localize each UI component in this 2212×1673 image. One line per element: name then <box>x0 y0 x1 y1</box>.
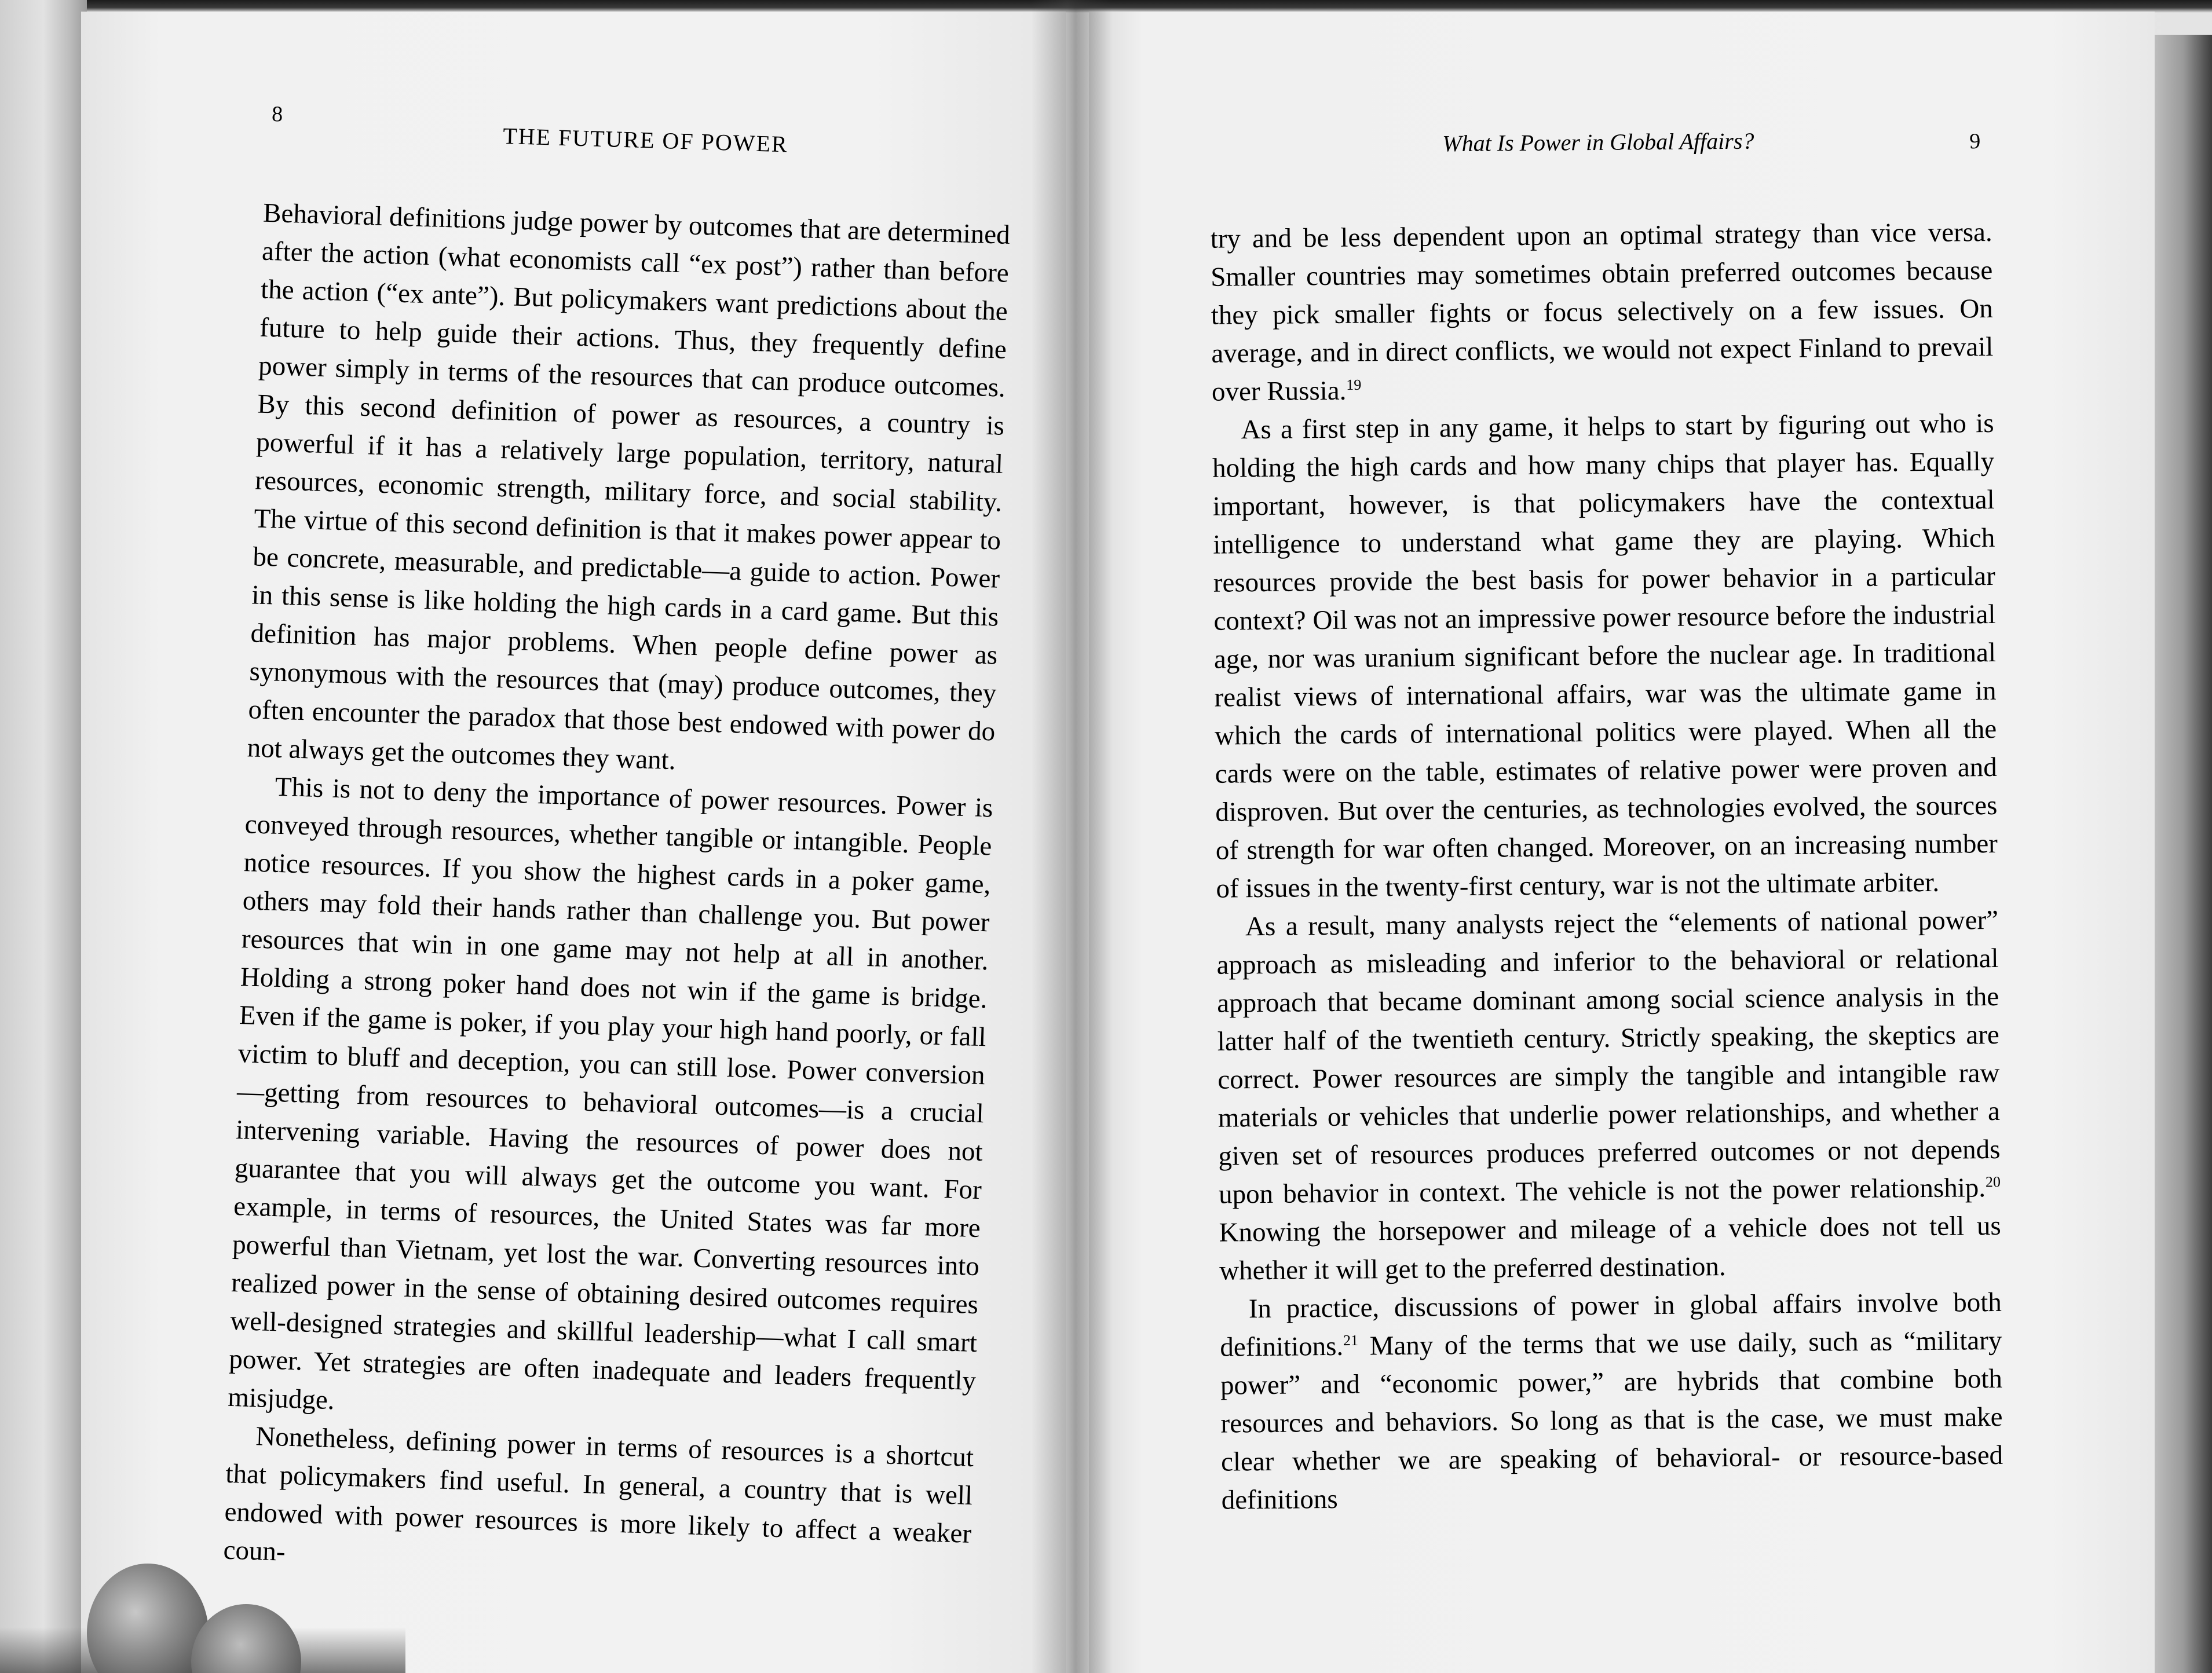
book-gutter <box>1031 0 1112 1673</box>
footnote-ref-20: 20 <box>1985 1173 2001 1191</box>
paragraph <box>1216 901 2002 1290</box>
paragraph-text: Knowing the horsepower and mileage of a vehicle does not tell us whether it will get to the preferred destination. <box>1219 1210 2001 1286</box>
paragraph-text: In practice, discussions of power in global affairs involve both definitions. <box>1220 1287 2002 1363</box>
page-number-left: 8 <box>271 102 283 127</box>
paragraph: Nonetheless, defining power in terms of resources is a shortcut that policymakers find useful. In general, a country that is well endowed with power resources is more likely to affect a weaker coun- <box>222 1421 974 1567</box>
paragraph: This is not to deny the importance of power resources. Power is conveyed through resources, whether tangible or intangible. People notice resources. If you show the highest cards in a poker game, others may fold their hands rather than challenge you. But power resources that win in one game may not help at all in another. Holding a strong poker hand does not win if the game is bridge. Even if the game is poker, if you play your high hand poorly, or fall victim to bluff and deception, you can still lose. Power conversion—getting from resources to behavioral outcomes—is a crucial intervening variable. Having the resources of power does not guarantee that you will always get the outcome you want. For example, in terms of resources, the United States was far more powerful than Vietnam, yet lost the war. Converting resources into realized power in the sense of obtaining desired outcomes requires well-designed strategies and skillful leadership—what I call smart power. Yet strategies are often inadequate and leaders frequently misjudge. <box>227 771 994 1416</box>
page-number-right: 9 <box>1969 129 1981 154</box>
paragraph <box>1220 1283 2003 1520</box>
right-page-stack <box>2155 35 2212 1673</box>
paragraph: As a first step in any game, it helps to start by figuring out who is holding the high cards and how many chips that player has. Equally important, however, is that policymakers have the contextual intelligence to understand what game they are playing. Which resources provide the best basis for power behavior in a particular context? Oil was not an impressive power resource before the industrial age, nor was uranium significant before the nuclear age. In traditional realist views of international affairs, war was the ultimate game in which the cards of international politics were played. When all the cards were on the table, estimates of relative power were proven and disproven. But over the centuries, as technologies evolved, the sources of strength for war often changed. Moreover, on an increasing number of issues in the twenty-first century, war is not the ultimate arbiter. <box>1212 408 1998 904</box>
paragraph: Behavioral definitions judge power by outcomes that are determined after the action (what economists call “ex post”) rather than before the action (“ex ante”). But policymakers want predictions about the future to help guide their actions. Thus, they frequently define power simply in terms of the resources that can produce outcomes. By this second definition of power as resources, a country is powerful if it has a relatively large population, territory, natural resources, economic strength, military force, and social stability. The virtue of this second definition is that it makes power appear to be concrete, measurable, and predictable—a guide to action. Power in this sense is like holding the high cards in a card game. But this definition has major problems. When people define power as synonymous with the resources that (may) produce outcomes, they often encounter the paradox that those best endowed with power do not always get the outcomes they want. <box>247 197 1011 776</box>
paragraph-text: try and be less dependent upon an optimal strategy than vice versa. Smaller countries may sometimes obtain preferred outcomes because they pick smaller fights or focus selectively on a few issues. On average, and in direct conflicts, we would not expect Finland to prevail over Russia. <box>1210 217 1994 407</box>
running-head-right: What Is Power in Global Affairs? <box>1442 127 1754 157</box>
footnote-ref-19: 19 <box>1346 376 1362 394</box>
footnote-ref-21: 21 <box>1343 1331 1359 1349</box>
left-page-stack <box>0 0 87 1673</box>
paragraph-text: Many of the terms that we use daily, such as “military power” and “economic power,” are hybrids that combine both resources and behaviors. So long as that is the case, we must make clear whether we are speaking of behavioral- or resource-based definitions <box>1220 1325 2003 1515</box>
paragraph-text: As a result, many analysts reject the “elements of national power” approach as misleading and inferior to the behavioral or relational approach that became dominant among social science analysis in the latter half of the twentieth century. Strictly speaking, the skeptics are correct. Power resources are simply the tangible and intangible raw materials or vehicles that underlie power relationships, and whether a given set of resources produces preferred outcomes or not depends upon behavior in context. The vehicle is not the power relationship. <box>1216 905 2001 1210</box>
paragraph <box>1210 213 1994 411</box>
left-page-body <box>223 194 1011 1591</box>
right-page-body <box>1210 213 2003 1520</box>
right-page-header <box>1193 120 2005 197</box>
running-head-left: THE FUTURE OF POWER <box>502 122 789 158</box>
right-page-content <box>1193 120 2005 1515</box>
